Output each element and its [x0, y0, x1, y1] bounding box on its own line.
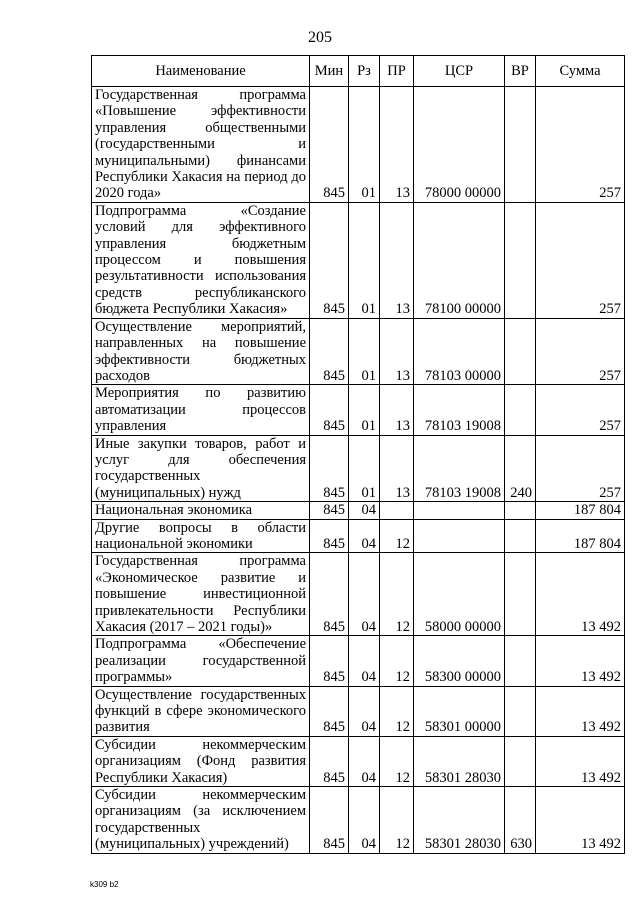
- row-sum-cell: 13 492: [536, 686, 625, 736]
- table-row: [92, 87, 625, 203]
- row-pr-cell: 13: [380, 435, 414, 502]
- row-min-cell: 845: [310, 787, 349, 854]
- header-min: Мин: [310, 56, 349, 87]
- row-csr-cell: 78103 19008: [414, 385, 505, 435]
- row-csr-cell: [414, 519, 505, 553]
- row-min-cell: 845: [310, 435, 349, 502]
- table-row: [92, 553, 625, 636]
- row-sum-cell: 13 492: [536, 736, 625, 786]
- row-sum-cell: 13 492: [536, 636, 625, 686]
- row-min-cell: 845: [310, 87, 349, 203]
- row-sum-cell: 257: [536, 202, 625, 318]
- row-csr-cell: [414, 502, 505, 519]
- row-rz-cell: 01: [349, 385, 380, 435]
- row-vr-cell: [505, 502, 536, 519]
- footer-code: k309 b2: [90, 880, 119, 889]
- row-name-cell: Национальная экономика: [92, 502, 310, 519]
- row-name-cell: Другие вопросы в области национальной экономики: [92, 519, 310, 553]
- row-csr-cell: 58000 00000: [414, 553, 505, 636]
- row-rz-cell: 04: [349, 553, 380, 636]
- row-pr-cell: [380, 502, 414, 519]
- row-vr-cell: [505, 87, 536, 203]
- row-csr-cell: 58301 28030: [414, 736, 505, 786]
- header-name: Наименование: [92, 56, 310, 87]
- row-name-cell: Субсидии некоммерческим организациям (Фонд развития Республики Хакасия): [92, 736, 310, 786]
- row-sum-cell: 187 804: [536, 502, 625, 519]
- table-header-row: [92, 56, 625, 87]
- row-vr-cell: 240: [505, 435, 536, 502]
- row-pr-cell: 12: [380, 636, 414, 686]
- row-csr-cell: 58301 00000: [414, 686, 505, 736]
- row-min-cell: 845: [310, 385, 349, 435]
- row-sum-cell: 257: [536, 87, 625, 203]
- row-vr-cell: [505, 318, 536, 385]
- header-vr: ВР: [505, 56, 536, 87]
- row-vr-cell: [505, 519, 536, 553]
- row-sum-cell: 257: [536, 385, 625, 435]
- row-name-cell: Государственная программа «Экономическое развитие и повышение инвестиционной привлекательности Республики Хакасия (2017 – 2021 годы)»: [92, 553, 310, 636]
- table-row: [92, 736, 625, 786]
- row-vr-cell: [505, 686, 536, 736]
- row-min-cell: 845: [310, 318, 349, 385]
- row-name-cell: Мероприятия по развитию автоматизации процессов управления: [92, 385, 310, 435]
- row-name-cell: Субсидии некоммерческим организациям (за исключением государственных (муниципальных) учреждений): [92, 787, 310, 854]
- row-csr-cell: 78103 00000: [414, 318, 505, 385]
- header-sum: Сумма: [536, 56, 625, 87]
- table-row: [92, 202, 625, 318]
- table-row: [92, 435, 625, 502]
- budget-table: [91, 55, 625, 854]
- row-sum-cell: 187 804: [536, 519, 625, 553]
- row-name-cell: Подпрограмма «Создание условий для эффективного управления бюджетным процессом и повышения результативности использования средств республиканского бюджета Республики Хакасия»: [92, 202, 310, 318]
- row-min-cell: 845: [310, 686, 349, 736]
- row-min-cell: 845: [310, 519, 349, 553]
- table-row: [92, 636, 625, 686]
- row-name-cell: Осуществление государственных функций в сфере экономического развития: [92, 686, 310, 736]
- row-name-cell: Иные закупки товаров, работ и услуг для обеспечения государственных (муниципальных) нужд: [92, 435, 310, 502]
- row-csr-cell: 78100 00000: [414, 202, 505, 318]
- row-pr-cell: 12: [380, 686, 414, 736]
- row-min-cell: 845: [310, 202, 349, 318]
- row-pr-cell: 12: [380, 553, 414, 636]
- row-pr-cell: 13: [380, 318, 414, 385]
- row-vr-cell: [505, 736, 536, 786]
- row-rz-cell: 01: [349, 318, 380, 385]
- row-sum-cell: 257: [536, 318, 625, 385]
- row-rz-cell: 01: [349, 202, 380, 318]
- row-min-cell: 845: [310, 736, 349, 786]
- row-rz-cell: 01: [349, 87, 380, 203]
- row-csr-cell: 78103 19008: [414, 435, 505, 502]
- row-min-cell: 845: [310, 502, 349, 519]
- row-csr-cell: 58300 00000: [414, 636, 505, 686]
- row-vr-cell: [505, 385, 536, 435]
- table-row: [92, 318, 625, 385]
- row-min-cell: 845: [310, 553, 349, 636]
- row-pr-cell: 13: [380, 385, 414, 435]
- row-sum-cell: 13 492: [536, 553, 625, 636]
- table-row: [92, 686, 625, 736]
- table-row: [92, 787, 625, 854]
- row-rz-cell: 04: [349, 636, 380, 686]
- row-vr-cell: [505, 553, 536, 636]
- header-pr: ПР: [380, 56, 414, 87]
- row-vr-cell: [505, 202, 536, 318]
- table-row: [92, 502, 625, 519]
- row-name-cell: Подпрограмма «Обеспечение реализации государственной программы»: [92, 636, 310, 686]
- page-number: 205: [308, 29, 332, 46]
- row-csr-cell: 78000 00000: [414, 87, 505, 203]
- row-vr-cell: [505, 636, 536, 686]
- row-pr-cell: 12: [380, 736, 414, 786]
- table-row: [92, 519, 625, 553]
- table-row: [92, 385, 625, 435]
- row-rz-cell: 04: [349, 502, 380, 519]
- row-rz-cell: 04: [349, 686, 380, 736]
- row-pr-cell: 12: [380, 787, 414, 854]
- row-sum-cell: 257: [536, 435, 625, 502]
- row-rz-cell: 04: [349, 519, 380, 553]
- row-name-cell: Государственная программа «Повышение эффективности управления общественными (государственными и муниципальными) финансами Республики Хакасия на период до 2020 года»: [92, 87, 310, 203]
- row-rz-cell: 04: [349, 736, 380, 786]
- row-pr-cell: 12: [380, 519, 414, 553]
- row-csr-cell: 58301 28030: [414, 787, 505, 854]
- row-vr-cell: 630: [505, 787, 536, 854]
- row-pr-cell: 13: [380, 87, 414, 203]
- header-rz: Рз: [349, 56, 380, 87]
- row-min-cell: 845: [310, 636, 349, 686]
- row-pr-cell: 13: [380, 202, 414, 318]
- row-rz-cell: 01: [349, 435, 380, 502]
- row-name-cell: Осуществление мероприятий, направленных на повышение эффективности бюджетных расходов: [92, 318, 310, 385]
- row-sum-cell: 13 492: [536, 787, 625, 854]
- header-csr: ЦСР: [414, 56, 505, 87]
- row-rz-cell: 04: [349, 787, 380, 854]
